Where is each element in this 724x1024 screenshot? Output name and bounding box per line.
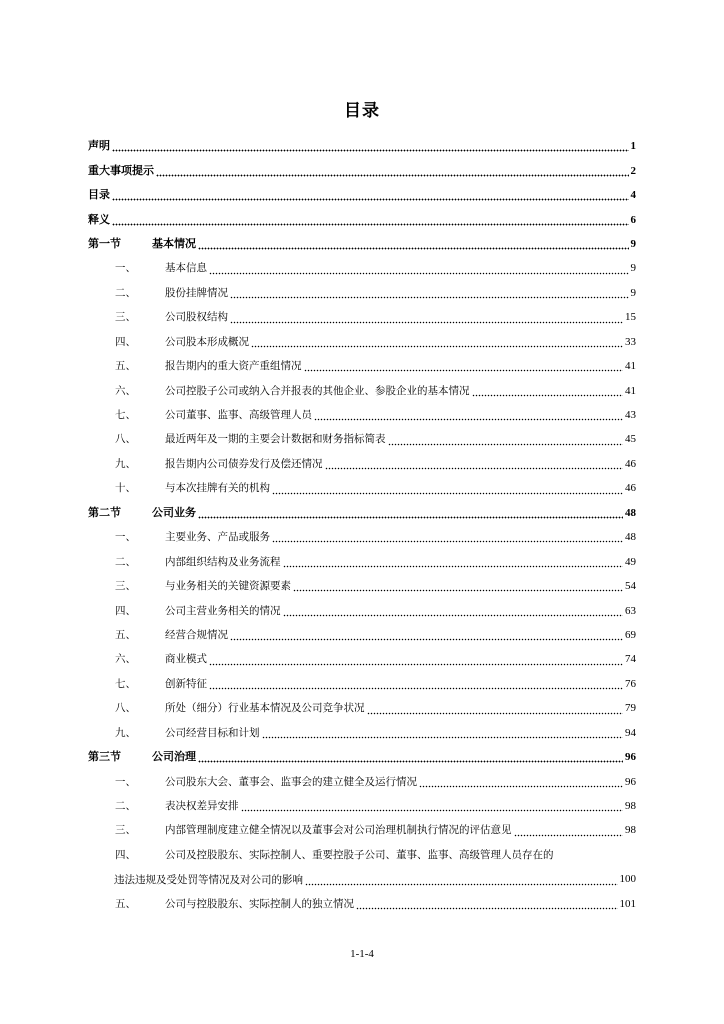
dot-leader [272, 533, 623, 543]
section-number: 第三节 [88, 750, 121, 764]
toc-entry-contents[interactable] [88, 183, 636, 207]
toc-page-number: 2 [630, 164, 636, 177]
toc-entry-title: 公司与控股股东、实际控制人的独立情况 [165, 897, 354, 910]
item-number: 七、 [115, 677, 136, 690]
dot-leader [112, 191, 629, 201]
toc-entry-title: 公司业务 [152, 505, 196, 519]
toc-entry-title: 目录 [88, 188, 110, 202]
item-number: 五、 [115, 360, 136, 373]
toc-page-number: 9 [630, 237, 636, 250]
toc-item[interactable] [88, 574, 636, 598]
toc-entry-title: 公司及控股股东、实际控制人、重要控股子公司、董事、监事、高级管理人员存在的 [165, 849, 554, 862]
item-number: 十、 [115, 482, 136, 495]
dot-leader [209, 680, 623, 690]
toc-page-number: 45 [625, 433, 636, 446]
item-number: 一、 [115, 262, 136, 275]
toc-item[interactable] [88, 427, 636, 451]
toc-entry-title: 表决权差异安排 [165, 800, 239, 813]
toc-page-number: 46 [625, 457, 636, 470]
item-number: 四、 [115, 849, 136, 862]
toc-entry-title-continuation: 违法违规及受处罚等情况及对公司的影响 [114, 873, 303, 886]
toc-entry-title: 最近两年及一期的主要会计数据和财务指标简表 [165, 433, 386, 446]
dot-leader [198, 753, 623, 763]
toc-item[interactable] [88, 378, 636, 402]
dot-leader [198, 240, 629, 250]
toc-item[interactable] [88, 354, 636, 378]
toc-entry-title: 释义 [88, 212, 110, 226]
toc-entry-title: 创新特征 [165, 677, 207, 690]
toc-page-number: 54 [625, 580, 636, 593]
dot-leader [314, 411, 623, 421]
toc-page-number: 46 [625, 482, 636, 495]
toc-item[interactable] [88, 843, 636, 867]
dot-leader [251, 338, 623, 348]
toc-item[interactable] [88, 721, 636, 745]
dot-leader [356, 900, 618, 910]
toc-item[interactable] [88, 623, 636, 647]
item-number: 一、 [115, 775, 136, 788]
dot-leader [209, 265, 629, 275]
item-number: 九、 [115, 726, 136, 739]
section-number: 第一节 [88, 236, 121, 250]
toc-item[interactable] [88, 647, 636, 671]
toc-page-number: 69 [625, 628, 636, 641]
toc-item[interactable] [88, 403, 636, 427]
page-title: 目录 [344, 101, 380, 121]
dot-leader [388, 436, 624, 446]
toc-item[interactable] [88, 818, 636, 842]
dot-leader [230, 289, 629, 299]
toc-item-continuation[interactable] [88, 867, 636, 891]
toc-page-number: 1 [630, 140, 636, 153]
toc-entry-title: 公司董事、监事、高级管理人员 [165, 409, 312, 422]
toc-section-2[interactable] [88, 501, 636, 525]
toc-page-number: 4 [630, 189, 636, 202]
toc-item[interactable] [88, 794, 636, 818]
item-number: 三、 [115, 824, 136, 837]
page-footer-number: 1-1-4 [350, 948, 374, 960]
dot-leader [272, 485, 623, 495]
dot-leader [367, 705, 624, 715]
item-number: 九、 [115, 457, 136, 470]
dot-leader [472, 387, 624, 397]
toc-page-number: 101 [619, 897, 636, 910]
toc-entry-title: 公司治理 [152, 750, 196, 764]
toc-page-number: 6 [630, 213, 636, 226]
toc-page-number: 94 [625, 726, 636, 739]
toc-page-number: 48 [625, 531, 636, 544]
toc-entry-title: 与本次挂牌有关的机构 [165, 482, 270, 495]
item-number: 五、 [115, 628, 136, 641]
toc-entry-title: 所处（细分）行业基本情况及公司竞争状况 [165, 702, 365, 715]
toc-entry-title: 公司股本形成概况 [165, 335, 249, 348]
dot-leader [283, 558, 624, 568]
dot-leader [156, 167, 629, 177]
dot-leader [112, 142, 629, 152]
toc-page-number: 9 [630, 262, 636, 275]
toc-item[interactable] [88, 769, 636, 793]
dot-leader [304, 362, 624, 372]
dot-leader [325, 460, 624, 470]
dot-leader [209, 656, 623, 666]
item-number: 三、 [115, 580, 136, 593]
toc-page-number: 15 [625, 311, 636, 324]
toc-entry-title: 公司股权结构 [165, 311, 228, 324]
toc-entry-title: 股份挂牌情况 [165, 286, 228, 299]
dot-leader [514, 827, 624, 837]
toc-item[interactable] [88, 598, 636, 622]
toc-page-number: 98 [625, 824, 636, 837]
toc-page-number: 96 [625, 751, 636, 764]
item-number: 三、 [115, 311, 136, 324]
toc-item[interactable] [88, 330, 636, 354]
dot-leader [262, 729, 624, 739]
toc-item[interactable] [88, 476, 636, 500]
item-number: 七、 [115, 409, 136, 422]
toc-page-number: 49 [625, 555, 636, 568]
toc-entry-major-matters[interactable] [88, 158, 636, 182]
toc-entry-title: 报告期内公司债券发行及偿还情况 [165, 457, 323, 470]
toc-page-number: 63 [625, 604, 636, 617]
item-number: 一、 [115, 531, 136, 544]
toc-item[interactable] [88, 892, 636, 916]
toc-item[interactable] [88, 256, 636, 280]
toc-item[interactable] [88, 672, 636, 696]
toc-entry-title: 公司主营业务相关的情况 [165, 604, 281, 617]
toc-entry-title: 内部组织结构及业务流程 [165, 555, 281, 568]
dot-leader [198, 509, 623, 519]
toc-section-1[interactable] [88, 232, 636, 256]
table-of-contents [88, 134, 636, 916]
toc-entry-title: 报告期内的重大资产重组情况 [165, 360, 302, 373]
toc-item[interactable] [88, 305, 636, 329]
toc-entry-title: 公司股东大会、董事会、监事会的建立健全及运行情况 [165, 775, 417, 788]
item-number: 八、 [115, 433, 136, 446]
item-number: 六、 [115, 384, 136, 397]
dot-leader [305, 876, 618, 886]
toc-item[interactable] [88, 452, 636, 476]
dot-leader [241, 802, 624, 812]
toc-entry-title: 公司控股子公司或纳入合并报表的其他企业、参股企业的基本情况 [165, 384, 470, 397]
toc-item[interactable] [88, 549, 636, 573]
toc-page-number: 9 [630, 286, 636, 299]
toc-entry-title: 内部管理制度建立健全情况以及董事会对公司治理机制执行情况的评估意见 [165, 824, 512, 837]
item-number: 二、 [115, 800, 136, 813]
toc-entry-title: 主要业务、产品或服务 [165, 531, 270, 544]
toc-item[interactable] [88, 696, 636, 720]
toc-page-number: 41 [625, 384, 636, 397]
dot-leader [112, 216, 629, 226]
section-number: 第二节 [88, 505, 121, 519]
dot-leader [419, 778, 623, 788]
toc-page-number: 74 [625, 653, 636, 666]
item-number: 五、 [115, 897, 136, 910]
toc-page-number: 76 [625, 677, 636, 690]
toc-entry-declaration[interactable] [88, 134, 636, 158]
toc-page-number: 96 [625, 775, 636, 788]
item-number: 二、 [115, 555, 136, 568]
toc-page-number: 41 [625, 360, 636, 373]
toc-page-number: 43 [625, 409, 636, 422]
toc-page-number: 33 [625, 335, 636, 348]
toc-entry-title: 与业务相关的关键资源要素 [165, 580, 291, 593]
toc-entry-title: 商业模式 [165, 653, 207, 666]
toc-entry-title: 经营合规情况 [165, 628, 228, 641]
dot-leader [283, 607, 624, 617]
item-number: 四、 [115, 604, 136, 617]
toc-entry-title: 重大事项提示 [88, 163, 154, 177]
toc-page-number: 98 [625, 800, 636, 813]
item-number: 六、 [115, 653, 136, 666]
item-number: 二、 [115, 286, 136, 299]
toc-page-number: 79 [625, 702, 636, 715]
dot-leader [293, 582, 623, 592]
toc-entry-title: 声明 [88, 139, 110, 153]
item-number: 四、 [115, 335, 136, 348]
dot-leader [230, 314, 623, 324]
toc-page-number: 100 [619, 873, 636, 886]
toc-item[interactable] [88, 525, 636, 549]
toc-section-3[interactable] [88, 745, 636, 769]
toc-entry-title: 公司经营目标和计划 [165, 726, 260, 739]
toc-entry-definitions[interactable] [88, 207, 636, 231]
item-number: 八、 [115, 702, 136, 715]
toc-item[interactable] [88, 281, 636, 305]
toc-entry-title: 基本情况 [152, 236, 196, 250]
toc-page-number: 48 [625, 506, 636, 519]
toc-entry-title: 基本信息 [165, 262, 207, 275]
dot-leader [230, 631, 623, 641]
